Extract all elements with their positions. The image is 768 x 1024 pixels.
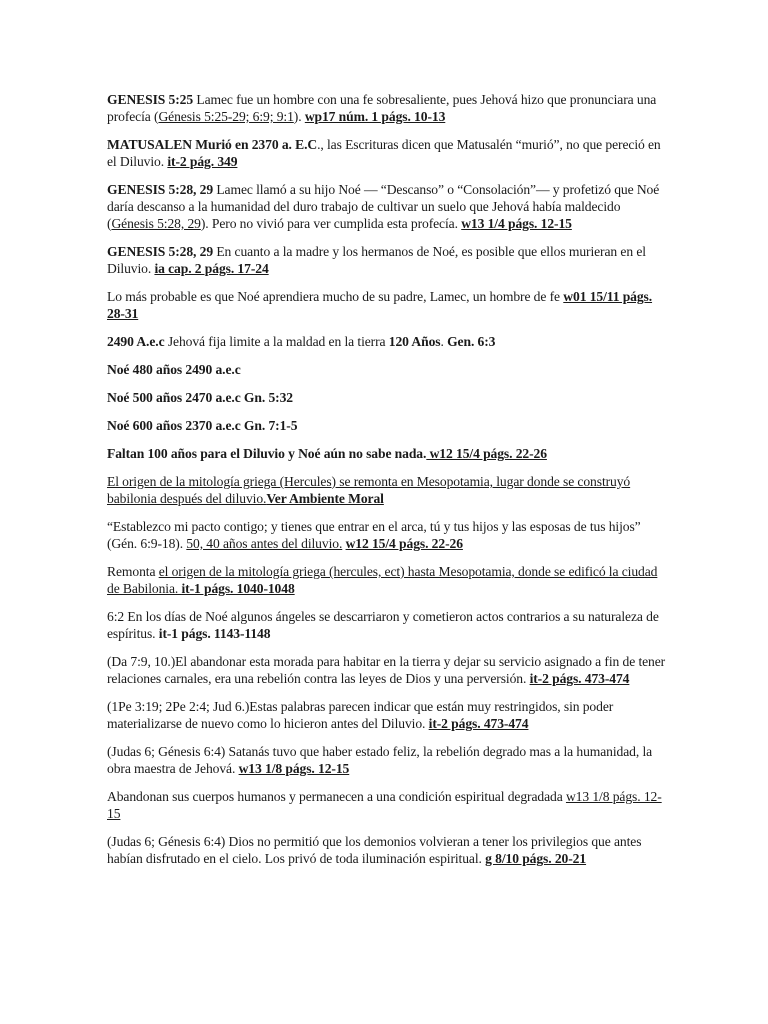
text-run: ., las Escrituras dicen que Matusalén “murió”, no que pereció en el Diluvio.: [107, 137, 661, 169]
reference-link: w12 15/4 págs. 22-26: [426, 446, 547, 461]
bold-text: MATUSALEN Murió en 2370 a. E.C: [107, 137, 318, 152]
paragraph: [107, 91, 668, 125]
reference-link: w01 15/11 págs. 28-31: [107, 289, 653, 321]
text-run: 6:2 En los días de Noé algunos ángeles se descarriaron y cometieron actos contrarios a su naturaleza de espíritus.: [107, 609, 659, 641]
underlined-text: 50, 40 años antes del diluvio.: [186, 536, 343, 551]
paragraph: [107, 473, 668, 507]
text-run: Lamec llamó a su hijo Noé — “Descanso” o “Consolación”— y profetizó que Noé daría descanso a la humanidad del duro trabajo de cultivar un suelo que Jehová había maldecido (: [107, 182, 660, 231]
paragraph: [107, 563, 668, 597]
text-run: (Judas 6; Génesis 6:4) Dios no permitió que los demonios volvieran a tener los privilegios que antes habían disfrutado en el cielo. Los privó de toda iluminación espiritual.: [107, 834, 642, 866]
bold-text: Faltan 100 años para el Diluvio y Noé aún no sabe nada.: [107, 446, 427, 461]
reference-link: g 8/10 págs. 20-21: [485, 851, 587, 866]
paragraph: [107, 417, 668, 434]
text-run: Remonta: [107, 564, 159, 579]
reference-link: w12 15/4 págs. 22-26: [345, 536, 463, 551]
text-run: ). Pero no vivió para ver cumplida esta profecía.: [200, 216, 462, 231]
bold-text: it-1 págs. 1143-1148: [158, 626, 271, 641]
reference-link: w13 1/4 págs. 12-15: [461, 216, 572, 231]
text-run: Lamec fue un hombre con una fe sobresaliente, pues Jehová hizo que pronunciara una profecía (: [107, 92, 657, 124]
bold-text: GENESIS 5:28, 29: [107, 182, 214, 197]
bold-text: 2490 A.e.c: [107, 334, 165, 349]
paragraph: [107, 181, 668, 232]
bold-text: Gen. 6:3: [447, 334, 496, 349]
text-run: (1Pe 3:19; 2Pe 2:4; Jud 6.)Estas palabras parecen indicar que están muy restringidos, sin poder materializarse de nuevo como lo hicieron antes del Diluvio.: [107, 699, 614, 731]
bold-text: Noé 500 años 2470 a.e.c Gn. 5:32: [107, 390, 293, 405]
underlined-text: El origen de la mitología griega (Hercules) se remonta en Mesopotamia, lugar donde se construyó babilonia después del diluvio.: [107, 474, 631, 506]
paragraph: [107, 445, 668, 462]
paragraph: [107, 333, 668, 350]
underlined-text: w13 1/8 págs. 12-15: [107, 789, 662, 821]
text-run: ).: [293, 109, 305, 124]
paragraph: [107, 243, 668, 277]
underlined-text: el origen de la mitología griega (hercules, ect) hasta Mesopotamia, donde se edificó la ciudad de Babilonia.: [107, 564, 658, 596]
paragraph: [107, 608, 668, 642]
reference-link: Ver Ambiente Moral: [266, 491, 384, 506]
paragraph: [107, 698, 668, 732]
underlined-text: Génesis 5:28, 29: [111, 216, 201, 231]
bold-text: GENESIS 5:25: [107, 92, 194, 107]
text-run: Abandonan sus cuerpos humanos y permanecen a una condición espiritual degradada: [107, 789, 566, 804]
paragraph: [107, 389, 668, 406]
paragraph: [107, 136, 668, 170]
reference-link: it-2 pág. 349: [167, 154, 238, 169]
reference-link: ia cap. 2 págs. 17-24: [154, 261, 269, 276]
reference-link: it-1 págs. 1040-1048: [181, 581, 295, 596]
bold-text: GENESIS 5:28, 29: [107, 244, 214, 259]
paragraph: [107, 833, 668, 867]
text-run: Lo más probable es que Noé aprendiera mucho de su padre, Lamec, un hombre de fe: [107, 289, 564, 304]
text-run: Jehová fija limite a la maldad en la tierra: [164, 334, 389, 349]
text-run: En cuanto a la madre y los hermanos de Noé, es posible que ellos murieran en el Diluvio.: [107, 244, 646, 276]
bold-text: 120 Años: [388, 334, 441, 349]
document-body: [107, 91, 668, 867]
text-run: (Judas 6; Génesis 6:4) Satanás tuvo que haber estado feliz, la rebelión degrado mas a la humanidad, la obra maestra de Jehová.: [107, 744, 653, 776]
paragraph: [107, 518, 668, 552]
text-run: (Da 7:9, 10.)El abandonar esta morada para habitar en la tierra y dejar su servicio asignado a fin de tener relaciones carnales, era una rebelión contra las leyes de Dios y una perversión.: [107, 654, 666, 686]
text-run: “Establezco mi pacto contigo; y tienes que entrar en el arca, tú y tus hijos y las esposas de tus hijos” (Gén. 6:9-18).: [107, 519, 641, 551]
text-run: .: [440, 334, 448, 349]
reference-link: it-2 págs. 473-474: [529, 671, 630, 686]
reference-link: w13 1/8 págs. 12-15: [238, 761, 350, 776]
reference-link: wp17 núm. 1 págs. 10-13: [304, 109, 446, 124]
paragraph: [107, 743, 668, 777]
paragraph: [107, 653, 668, 687]
bold-text: Noé 600 años 2370 a.e.c Gn. 7:1-5: [107, 418, 298, 433]
paragraph: [107, 788, 668, 822]
paragraph: [107, 361, 668, 378]
paragraph: [107, 288, 668, 322]
reference-link: it-2 págs. 473-474: [428, 716, 529, 731]
bold-text: Noé 480 años 2490 a.e.c: [107, 362, 241, 377]
underlined-text: Génesis 5:25-29; 6:9; 9:1: [158, 109, 294, 124]
